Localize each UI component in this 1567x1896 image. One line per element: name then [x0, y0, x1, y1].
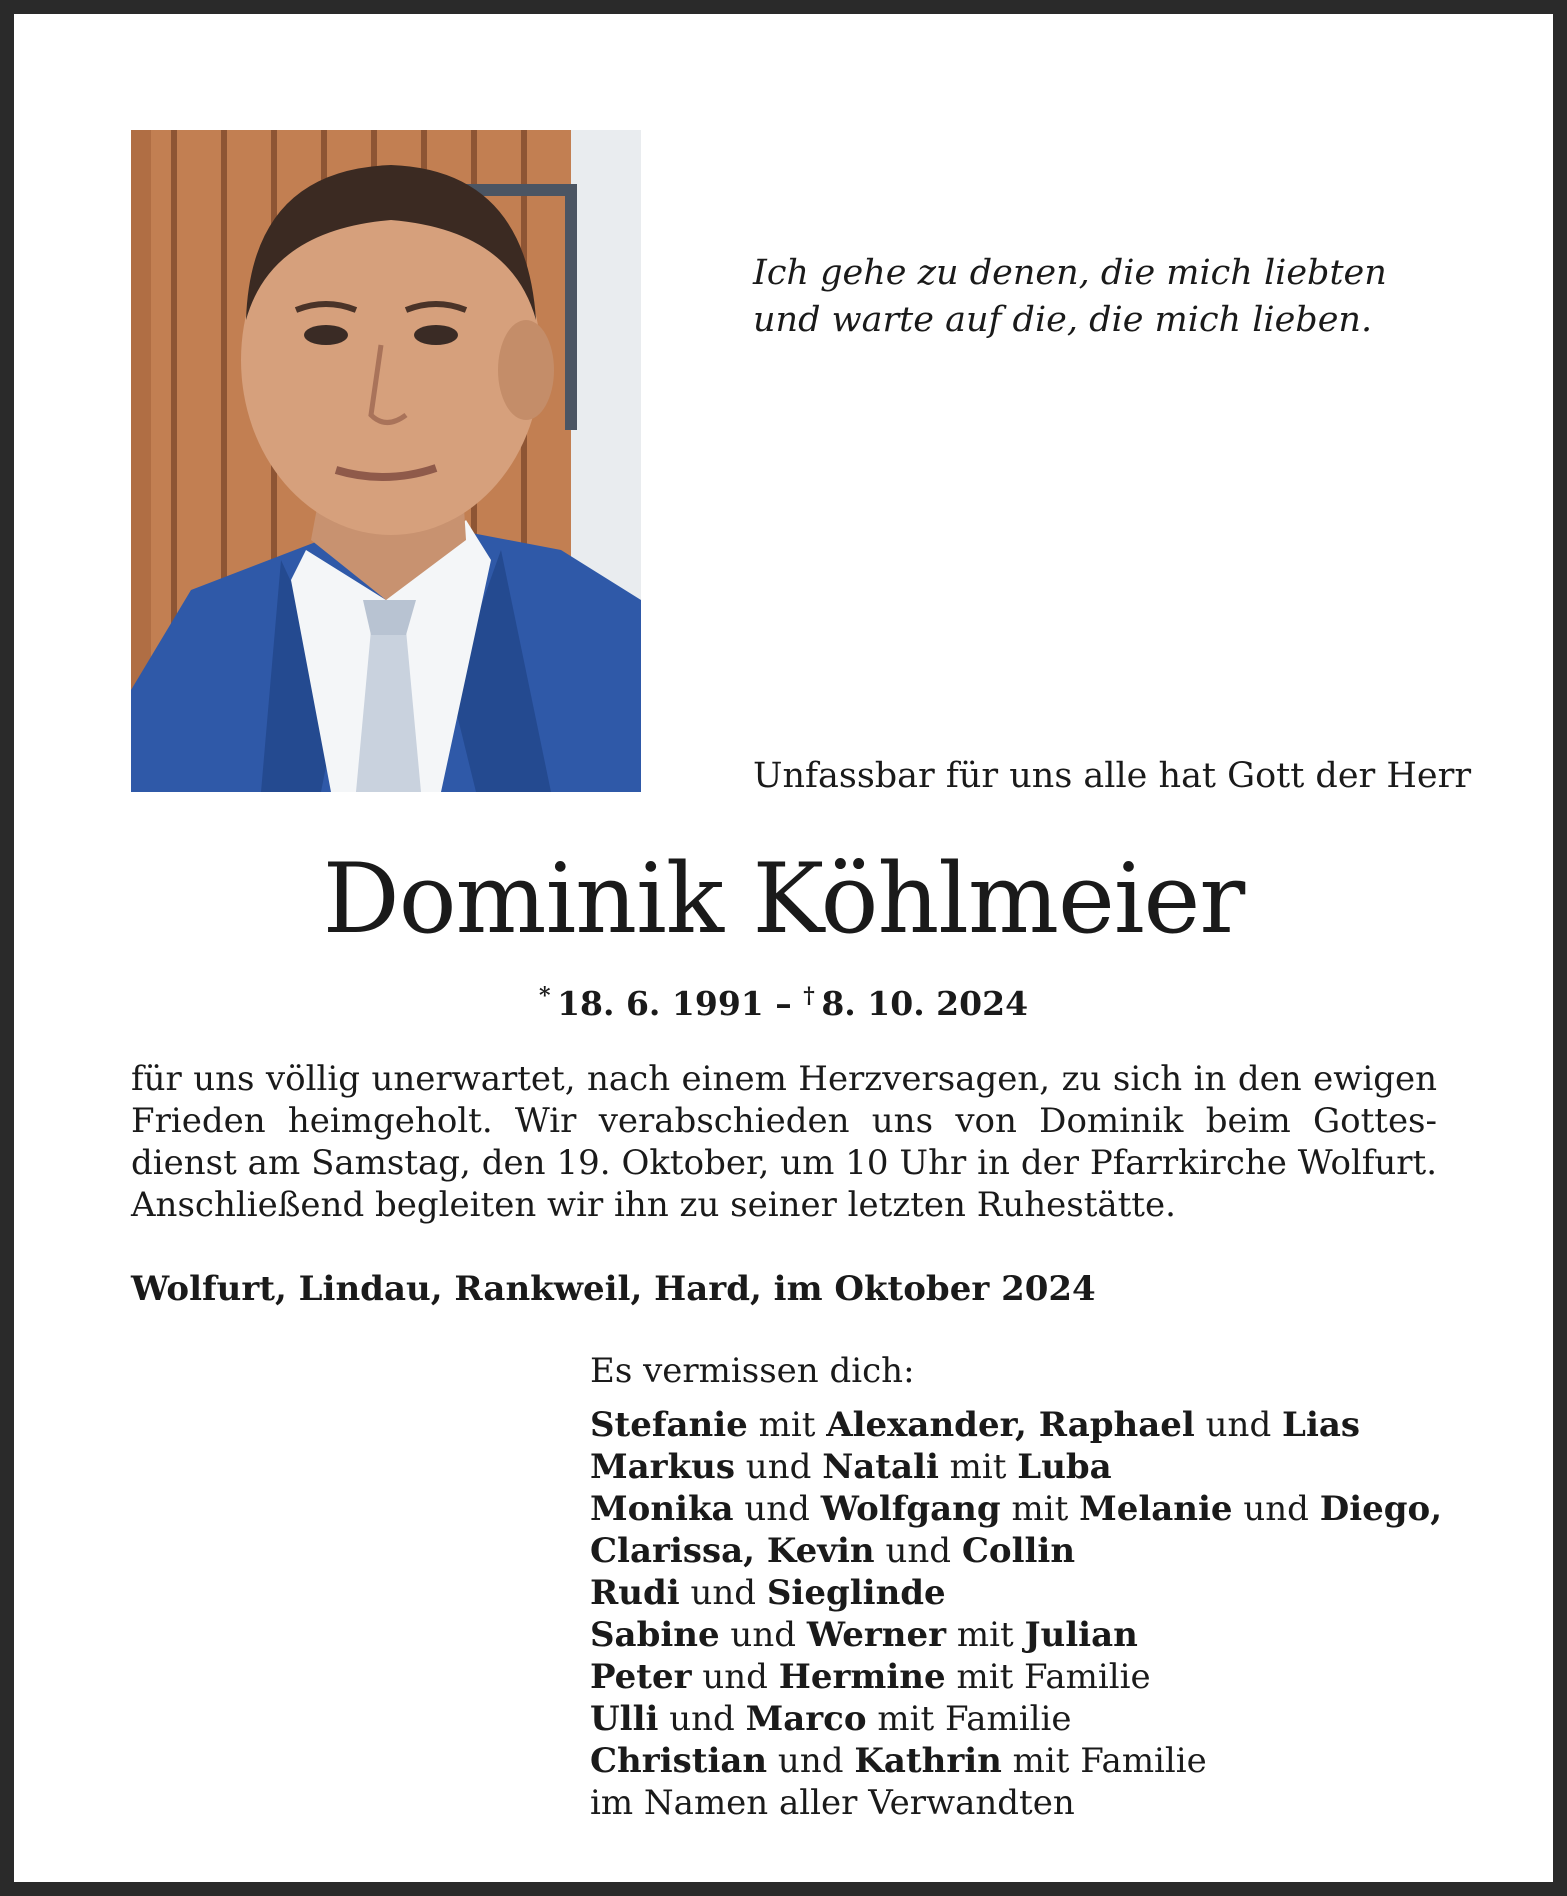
mourner-row	[590, 1698, 1460, 1740]
mourner-row	[590, 1782, 1460, 1824]
mourner-row	[590, 1530, 1460, 1572]
date-separator: –	[763, 984, 804, 1023]
mourner-connector: mit	[938, 1447, 1018, 1487]
mourner-name: Natali	[822, 1447, 939, 1487]
mourner-name: Julian	[1024, 1615, 1138, 1655]
mourner-name: Luba	[1017, 1447, 1112, 1487]
mourner-name: Werner	[806, 1615, 947, 1655]
birth-symbol: *	[538, 983, 551, 1009]
mourner-connector: und	[1194, 1405, 1283, 1445]
mourner-name: Alexander, Raphael	[826, 1405, 1195, 1445]
mourner-connector: und	[735, 1447, 823, 1487]
body-line-2: Frieden heimgeholt. Wir verabschieden uns von Dominik beim Gottes-	[131, 1101, 1437, 1141]
mourner-name: Kathrin	[854, 1741, 1002, 1781]
mourner-connector: und	[719, 1615, 807, 1655]
mourner-row	[590, 1572, 1460, 1614]
mourner-row	[590, 1656, 1460, 1698]
death-date: 8. 10. 2024	[821, 984, 1029, 1023]
mourner-connector: und	[874, 1531, 962, 1571]
mourner-connector: und	[679, 1573, 767, 1613]
body-line-3: dienst am Samstag, den 19. Oktober, um 10 Uhr in der Pfarrkirche Wolfurt.	[131, 1143, 1437, 1183]
announcement-text	[131, 1058, 1437, 1226]
life-dates	[0, 974, 1567, 1026]
mourner-name: Hermine	[778, 1657, 946, 1697]
mourner-row	[590, 1446, 1460, 1488]
mourner-connector: mit	[946, 1615, 1025, 1655]
memorial-quote	[753, 250, 1453, 344]
mourner-connector: mit Familie	[866, 1699, 1072, 1739]
mourner-connector: mit Familie	[945, 1657, 1151, 1697]
mourner-connector: und	[733, 1489, 821, 1529]
mourner-rows	[590, 1404, 1460, 1824]
mourner-name: Monika	[590, 1489, 734, 1529]
mourner-name: Sabine	[590, 1615, 720, 1655]
mourner-name: Stefanie	[590, 1405, 748, 1445]
mourners-list	[590, 1350, 1460, 1824]
mourner-name: Wolfgang	[820, 1489, 1001, 1529]
mourner-name: Clarissa, Kevin	[590, 1531, 875, 1571]
mourner-name: Markus	[590, 1447, 735, 1487]
mourner-connector: und	[1232, 1489, 1320, 1529]
birth-date: 18. 6. 1991	[557, 984, 764, 1023]
intro-text: Unfassbar für uns alle hat Gott der Herr	[753, 756, 1472, 796]
mourner-row	[590, 1614, 1460, 1656]
mourner-connector: mit Familie	[1001, 1741, 1207, 1781]
death-symbol: †	[803, 983, 815, 1009]
mourner-connector: und	[658, 1699, 746, 1739]
mourner-connector: mit	[1000, 1489, 1080, 1529]
mourner-name: Rudi	[590, 1573, 680, 1613]
mourner-name: Marco	[745, 1699, 867, 1739]
mourner-row	[590, 1404, 1460, 1446]
mourner-name: Christian	[590, 1741, 768, 1781]
quote-line-1: Ich gehe zu denen, die mich liebten	[753, 253, 1387, 293]
mourner-name: Lias	[1282, 1405, 1361, 1445]
mourners-heading: Es vermissen dich:	[590, 1351, 915, 1391]
mourner-name: Peter	[590, 1657, 692, 1697]
place-and-date: Wolfurt, Lindau, Rankweil, Hard, im Oktober 2024	[131, 1269, 1096, 1309]
mourner-row	[590, 1740, 1460, 1782]
quote-line-2: und warte auf die, die mich lieben.	[753, 300, 1373, 340]
mourner-name: Ulli	[590, 1699, 659, 1739]
body-line-4: Anschließend begleiten wir ihn zu seiner letzten Ruhestätte.	[131, 1185, 1176, 1225]
mourner-connector: mit	[747, 1405, 827, 1445]
mourner-connector: und	[767, 1741, 855, 1781]
mourner-name: Diego,	[1319, 1489, 1443, 1529]
mourner-row	[590, 1488, 1460, 1530]
mourner-connector: und	[691, 1657, 779, 1697]
portrait-photo	[131, 130, 641, 792]
deceased-name: Dominik Köhlmeier	[322, 843, 1245, 955]
mourner-name: Melanie	[1079, 1489, 1233, 1529]
mourner-name: Collin	[961, 1531, 1076, 1571]
mourner-connector: im Namen aller Verwandten	[590, 1783, 1075, 1823]
body-line-1: für uns völlig unerwartet, nach einem Herzversagen, zu sich in den ewigen	[131, 1059, 1437, 1099]
mourner-name: Sieglinde	[766, 1573, 946, 1613]
